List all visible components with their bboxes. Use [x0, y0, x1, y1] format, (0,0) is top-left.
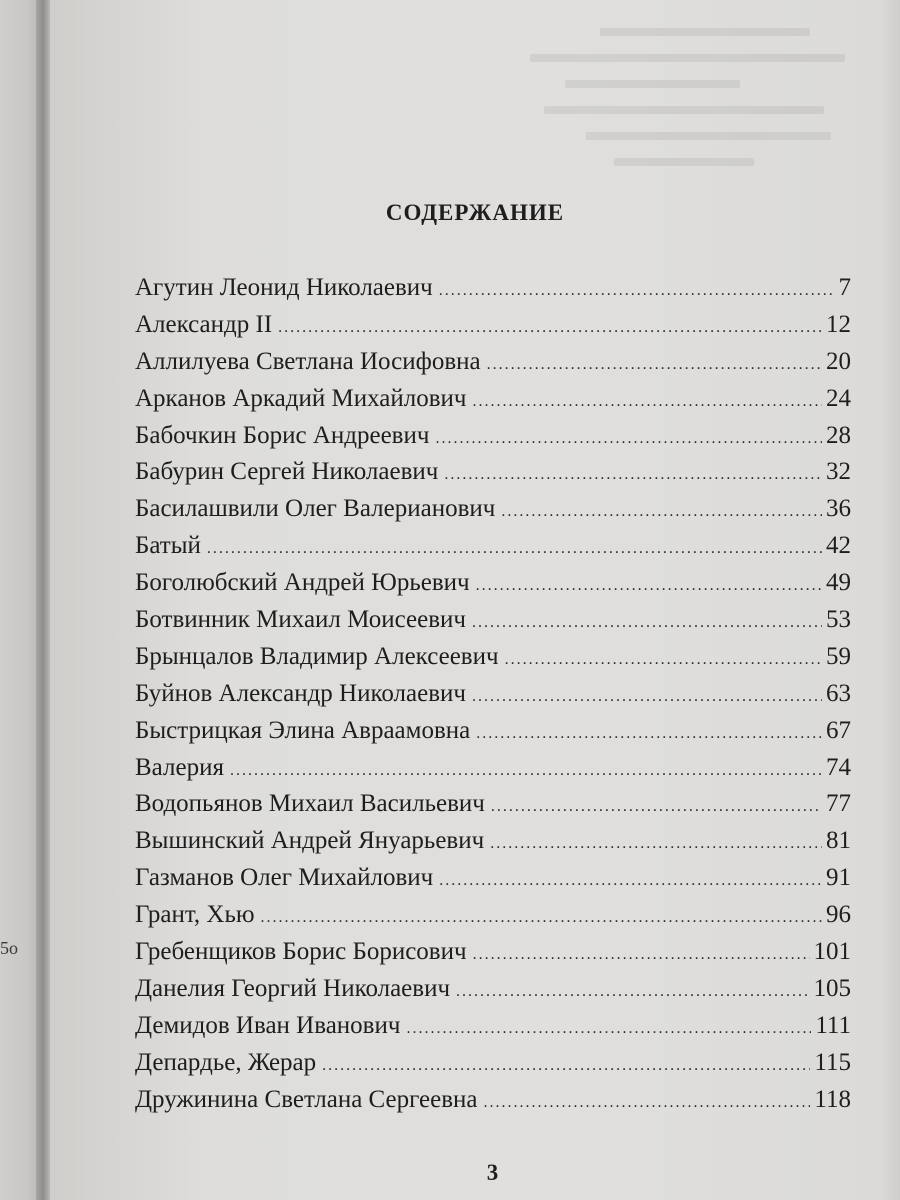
toc-entry-name: Данелия Георгий Николаевич	[135, 974, 451, 1002]
toc-entry-page: 49	[826, 569, 851, 597]
toc-entry	[135, 491, 851, 528]
toc-entry-name: Бабочкин Борис Андреевич	[135, 421, 430, 449]
toc-entry-page: 91	[826, 864, 851, 892]
toc-entry-name: Боголюбский Андрей Юрьевич	[135, 569, 470, 597]
toc-entry	[135, 934, 851, 971]
toc-entry-name: Агутин Леонид Николаевич	[135, 274, 433, 301]
toc-dot-leader	[487, 347, 822, 384]
toc-dot-leader	[261, 900, 822, 937]
toc-entry-page: 24	[826, 384, 851, 412]
toc-entry-page: 36	[826, 495, 851, 523]
toc-entry-page: 28	[826, 421, 851, 449]
toc-entry-page: 42	[826, 532, 851, 560]
toc-dot-leader	[491, 789, 822, 826]
toc-dot-leader	[456, 974, 809, 1011]
toc-entry-name: Бабурин Сергей Николаевич	[135, 458, 439, 486]
toc-entry	[135, 713, 851, 750]
toc-dot-leader	[322, 1048, 810, 1085]
toc-dot-leader	[207, 531, 822, 568]
toc-dot-leader	[472, 384, 822, 421]
toc-entry	[135, 381, 851, 418]
toc-entry	[135, 971, 851, 1008]
toc-entry	[135, 454, 851, 491]
toc-entry	[135, 639, 851, 676]
toc-entry-page: 101	[813, 938, 851, 966]
toc-entry-name: Вышинский Андрей Януарьевич	[135, 827, 485, 855]
toc-dot-leader	[476, 716, 822, 753]
toc-entry-page: 105	[813, 974, 851, 1002]
toc-entry	[135, 602, 851, 639]
page-title: СОДЕРЖАНИЕ	[385, 200, 565, 225]
toc-dot-leader	[278, 310, 822, 347]
toc-entry	[135, 528, 851, 565]
show-through-text	[180, 10, 880, 270]
toc-dot-leader	[473, 937, 810, 974]
toc-entry	[135, 565, 851, 602]
toc-entry-page: 59	[826, 642, 851, 670]
toc-entry	[135, 344, 851, 381]
toc-entry	[135, 307, 851, 344]
toc-dot-leader	[490, 826, 822, 863]
toc-entry-name: Брынцалов Владимир Алексеевич	[135, 642, 499, 670]
toc-entry-name: Басилашвили Олег Валерианович	[135, 495, 496, 523]
page-number: 3	[486, 1160, 499, 1185]
toc-entry-page: 115	[814, 1048, 851, 1076]
toc-entry-name: Демидов Иван Иванович	[135, 1011, 401, 1039]
toc-dot-leader	[406, 1011, 811, 1048]
edge-text-fragment: 5о	[0, 938, 18, 958]
toc-entry-page: 63	[826, 679, 851, 707]
toc-entry-name: Депардье, Жерар	[135, 1048, 317, 1076]
toc-entry	[135, 823, 851, 860]
toc-entry-name: Водопьянов Михаил Васильевич	[135, 790, 485, 818]
toc-dot-leader	[439, 273, 835, 310]
toc-entry	[135, 786, 851, 823]
toc-entry-page: 53	[826, 606, 851, 634]
toc-entry-page: 118	[814, 1085, 851, 1113]
toc-dot-leader	[230, 753, 822, 790]
toc-entry-page: 32	[826, 458, 851, 486]
toc-dot-leader	[505, 642, 822, 679]
toc-dot-leader	[435, 421, 822, 458]
toc-dot-leader	[439, 863, 822, 900]
toc-dot-leader	[476, 568, 822, 605]
toc-entry	[135, 270, 851, 307]
toc-entry	[135, 897, 851, 934]
toc-entry-name: Валерия	[135, 753, 224, 781]
toc-dot-leader	[484, 1085, 811, 1122]
toc-entry-page: 67	[826, 716, 851, 744]
toc-entry	[135, 750, 851, 787]
toc-entry-name: Быстрицкая Элина Авраамовна	[135, 716, 471, 744]
toc-entry-name: Грант, Хью	[135, 901, 255, 929]
toc-entry-page: 111	[815, 1011, 851, 1039]
toc-dot-leader	[472, 605, 822, 642]
toc-entry-page: 12	[826, 310, 851, 338]
toc-entry-page: 74	[826, 753, 851, 781]
book-gutter	[36, 0, 50, 1200]
toc-entry-page: 77	[826, 790, 851, 818]
toc-entry-name: Батый	[135, 532, 201, 560]
toc-entry-page: 7	[838, 274, 851, 301]
toc-entry-name: Александр II	[135, 310, 273, 338]
toc-entry	[135, 1008, 851, 1045]
toc-entry-page: 96	[826, 901, 851, 929]
toc-entry-name: Гребенщиков Борис Борисович	[135, 938, 467, 966]
toc-entry-name: Аллилуева Светлана Иосифовна	[135, 347, 481, 375]
toc-entry	[135, 676, 851, 713]
toc-entry	[135, 1082, 851, 1119]
toc-entry-name: Газманов Олег Михайлович	[135, 864, 434, 892]
toc-dot-leader	[501, 494, 822, 531]
toc-entry-page: 81	[826, 827, 851, 855]
toc-entry-name: Дружинина Светлана Сергеевна	[135, 1085, 478, 1113]
table-of-contents	[135, 270, 851, 1118]
toc-entry	[135, 418, 851, 455]
toc-entry	[135, 860, 851, 897]
toc-entry	[135, 1045, 851, 1082]
toc-dot-leader	[444, 457, 822, 494]
toc-entry-name: Арканов Аркадий Михайлович	[135, 384, 467, 412]
toc-entry-name: Ботвинник Михаил Моисеевич	[135, 606, 466, 634]
page-shadow	[880, 0, 900, 1200]
toc-entry-page: 20	[826, 347, 851, 375]
toc-dot-leader	[472, 679, 822, 716]
toc-entry-name: Буйнов Александр Николаевич	[135, 679, 466, 707]
